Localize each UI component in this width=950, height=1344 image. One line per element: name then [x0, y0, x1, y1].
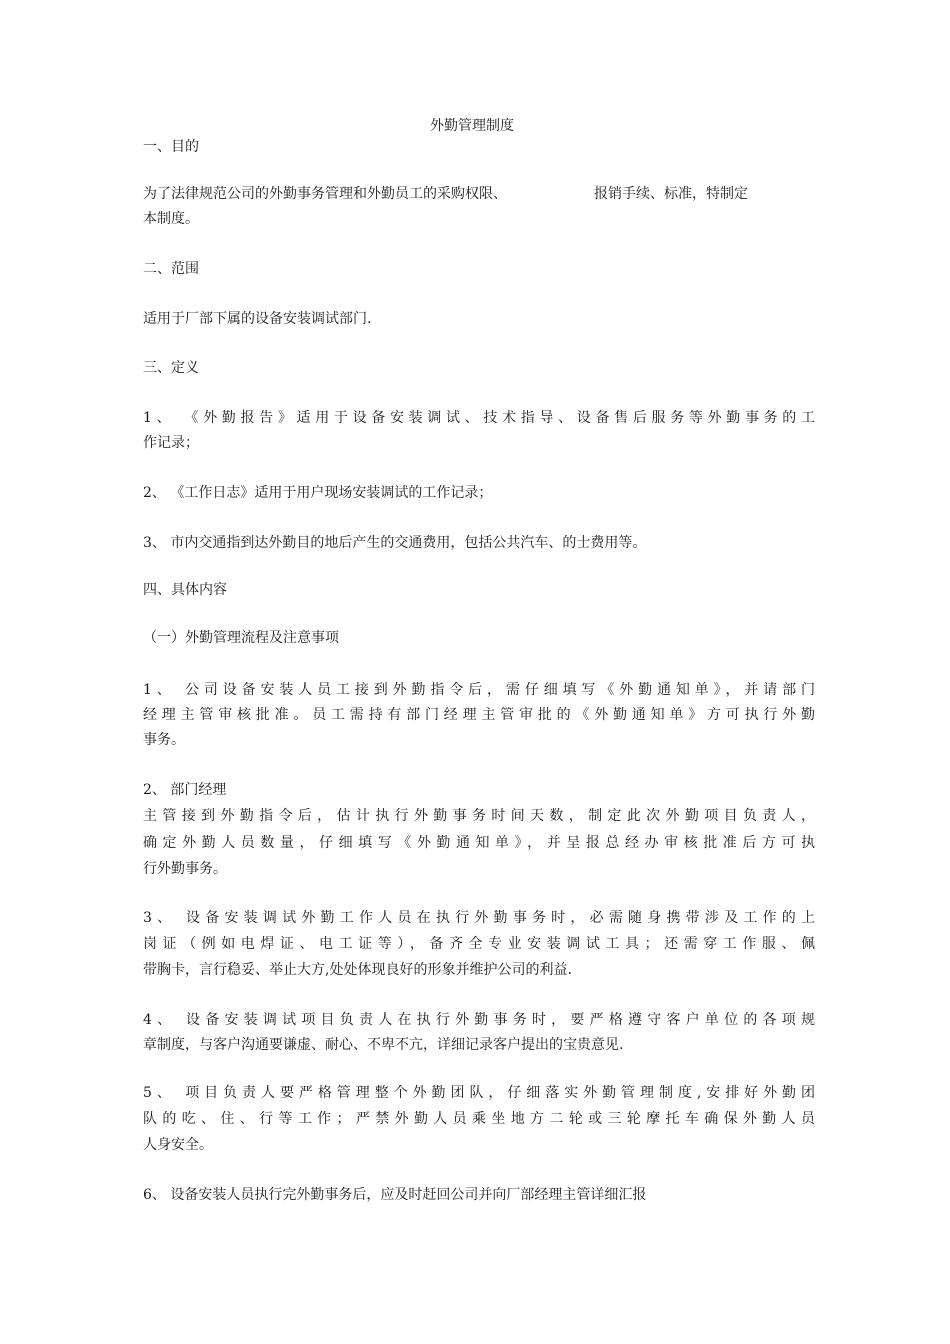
paragraph-line: 报销手续、标准，特制定: [594, 186, 748, 202]
paragraph-line: 本制度。: [143, 211, 199, 227]
paragraph-line: 为了法律规范公司的外勤事务管理和外勤员工的采购权限、: [143, 186, 507, 202]
paragraph-line: 2、 《工作日志》适用于用户现场安装调试的工作记录；: [143, 485, 493, 501]
section-heading-definitions: 三、定义: [143, 360, 199, 376]
paragraph-line: 行外勤事务。: [143, 861, 227, 877]
paragraph-line: 6、 设备安装人员执行完外勤事务后，应及时赶回公司并向厂部经理主管详细汇报: [143, 1187, 647, 1203]
paragraph-line: 岗证（例如电焊证、电工证等），备齐全专业安装调试工具；还需穿工作服、佩: [143, 936, 815, 952]
paragraph-line: 2、 部门经理: [143, 782, 227, 798]
paragraph-line: 3、 市内交通指到达外勤目的地后产生的交通费用，包括公共汽车、的士费用等。: [143, 535, 647, 551]
section-heading-purpose: 一、目的: [143, 139, 199, 155]
paragraph-line: 章制度，与客户沟通要谦虚、耐心、不卑不亢，详细记录客户提出的宝贵意见.: [143, 1037, 624, 1053]
document-title: 外勤管理制度: [430, 118, 514, 134]
section-heading-content: 四、具体内容: [143, 582, 227, 598]
paragraph-line: 人身安全。: [143, 1137, 213, 1153]
paragraph-line: 队的吃、住、行等工作；严禁外勤人员乘坐地方二轮或三轮摩托车确保外勤人员: [143, 1111, 815, 1127]
paragraph-line: 适用于厂部下属的设备安装调试部门.: [143, 311, 372, 327]
paragraph-line: 事务。: [143, 732, 185, 748]
paragraph-line: 5、 项目负责人要严格管理整个外勤团队，仔细落实外勤管理制度,安排好外勤团: [143, 1085, 815, 1101]
section-heading-scope: 二、范围: [143, 261, 199, 277]
paragraph-line: 1、 公司设备安装人员工接到外勤指令后，需仔细填写《外勤通知单》，并请部门: [143, 682, 815, 698]
paragraph-line: 作记录；: [143, 435, 199, 451]
paragraph-line: 1、 《外勤报告》适用于设备安装调试、技术指导、设备售后服务等外勤事务的工: [143, 410, 815, 426]
paragraph-line: 4、 设备安装调试项目负责人在执行外勤事务时，要严格遵守客户单位的各项规: [143, 1012, 815, 1028]
subsection-heading: （一）外勤管理流程及注意事项: [143, 630, 339, 646]
paragraph-line: 带胸卡，言行稳妥、举止大方,处处体现良好的形象并维护公司的利益.: [143, 962, 572, 978]
paragraph-line: 主管接到外勤指令后，估计执行外勤事务时间天数，制定此次外勤项目负责人，: [143, 808, 815, 824]
paragraph-line: 确定外勤人员数量，仔细填写《外勤通知单》，并呈报总经办审核批准后方可执: [143, 835, 815, 851]
paragraph-line: 经理主管审核批准。员工需持有部门经理主管审批的《外勤通知单》方可执行外勤: [143, 707, 815, 723]
paragraph-line: 3、 设备安装调试外勤工作人员在执行外勤事务时，必需随身携带涉及工作的上: [143, 910, 815, 926]
